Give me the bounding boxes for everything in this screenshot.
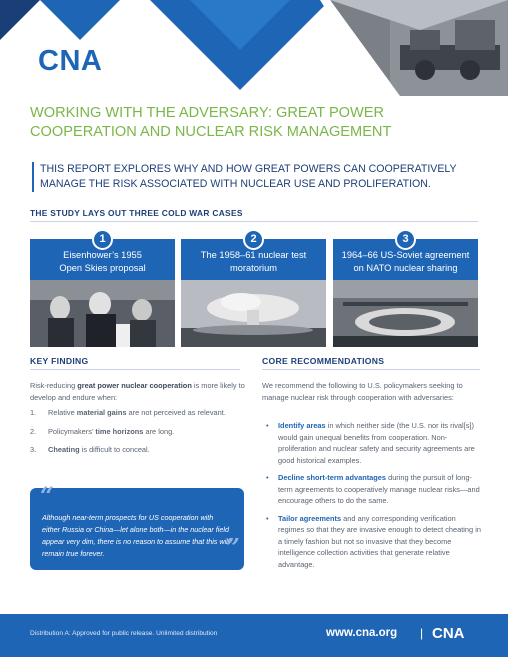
distribution-notice: Distribution A: Approved for public release. Unlimited distribution (30, 630, 218, 637)
case-caption-line1: 1964–66 US-Soviet agreement (341, 250, 470, 260)
list-item (30, 444, 230, 456)
item-bold: material gains (76, 408, 127, 417)
case-photo-eisenhower (30, 280, 175, 347)
list-number: 2. (30, 426, 37, 436)
item-text: is difficult to conceal. (79, 445, 150, 454)
intro-text: is more likely to develop and endure when: (30, 381, 245, 402)
list-item (30, 426, 230, 438)
bullet-icon: • (266, 421, 269, 430)
report-intro: THIS REPORT EXPLORES WHY AND HOW GREAT POWERS CAN COOPERATIVELY MANAGE THE RISK ASSOCIATED WITH NUCLEAR USE AND PROLIFERATION. (32, 162, 482, 192)
item-text: are long. (143, 426, 175, 436)
footer-separator: | (420, 626, 424, 640)
key-finding-heading: KEY FINDING (30, 356, 89, 366)
case-number-badge: 1 (92, 229, 113, 250)
case-card-2 (181, 233, 326, 347)
bullet-icon: • (266, 473, 269, 482)
key-finding-intro (30, 380, 245, 403)
case-card-3 (333, 233, 478, 347)
item-bold: Identify areas (278, 421, 326, 430)
item-text: Relative (48, 408, 77, 417)
close-quote-icon: ” (226, 533, 240, 562)
case-number-badge: 3 (395, 229, 416, 250)
item-text: and any corresponding verification regimes so that they are invasive enough to detect cheating in a timely fashion but not so invasive that they become intelligence collection activities that generate relative advantage. (278, 513, 481, 569)
list-item (264, 513, 482, 571)
footer-bar (0, 614, 508, 657)
list-number: 3. (30, 445, 37, 454)
case-number-badge: 2 (243, 229, 264, 250)
item-bold: Cheating (48, 445, 80, 454)
item-bold: time horizons (95, 426, 144, 436)
item-text: during the pursuit of long-term agreements to cooperatively manage nuclear risks—and encourage others to do the same. (278, 473, 480, 505)
cases-divider (30, 221, 478, 222)
recommendations-list (264, 420, 482, 576)
quote-text: Although near-term prospects for US cooperation with either Russia or China—let alone both—in the nuclear field appear very dim, there is no reason to assume that this will remain true forever. (42, 513, 230, 558)
case-caption-line2: on NATO nuclear sharing (353, 263, 458, 273)
list-item (30, 407, 230, 419)
pull-quote (30, 481, 244, 570)
list-number: 1. (30, 408, 37, 417)
case-caption-line2: moratorium (229, 263, 277, 273)
bullet-icon: • (266, 513, 269, 523)
cna-logo: CNA (38, 45, 103, 77)
header-banner (0, 0, 508, 96)
case-photo-nuclear-test (181, 280, 326, 347)
case-caption-line2: Open Skies proposal (59, 263, 146, 273)
footer-cna-logo: CNA (432, 625, 465, 642)
cases-heading: THE STUDY LAYS OUT THREE COLD WAR CASES (30, 208, 243, 218)
open-quote-icon: “ (40, 481, 54, 510)
item-text: are not perceived as relevant. (126, 408, 226, 417)
recommendations-heading: CORE RECOMMENDATIONS (262, 356, 385, 366)
key-finding-divider (30, 369, 240, 370)
report-title: WORKING WITH THE ADVERSARY: GREAT POWER COOPERATION AND NUCLEAR RISK MANAGEMENT (30, 105, 392, 140)
recommendations-divider (262, 369, 480, 370)
list-item (264, 420, 482, 466)
case-caption-line1: Eisenhower’s 1955 (63, 250, 142, 260)
intro-text: Risk-reducing (30, 381, 78, 390)
case-caption-line1: The 1958–61 nuclear test (200, 250, 307, 260)
item-bold: Tailor agreements (278, 513, 342, 523)
case-photo-nato-meeting (333, 280, 478, 347)
item-bold: Decline short-term advantages (278, 473, 387, 482)
recommendations-intro: We recommend the following to U.S. policymakers seeking to manage nuclear risk through cooperation with adversaries: (262, 381, 463, 402)
intro-bold: great power nuclear cooperation (77, 381, 192, 390)
list-item (264, 472, 482, 507)
item-text: Policymakers’ (48, 426, 96, 436)
website-link[interactable]: www.cna.org (326, 627, 398, 639)
key-finding-list (30, 407, 230, 463)
item-text: in which neither side (the U.S. nor its rival[s]) would gain unequal benefits from cooperation. Non-proliferation and nuclear safety and security agreements are good historical examples. (278, 421, 475, 465)
case-card-1 (30, 233, 175, 347)
